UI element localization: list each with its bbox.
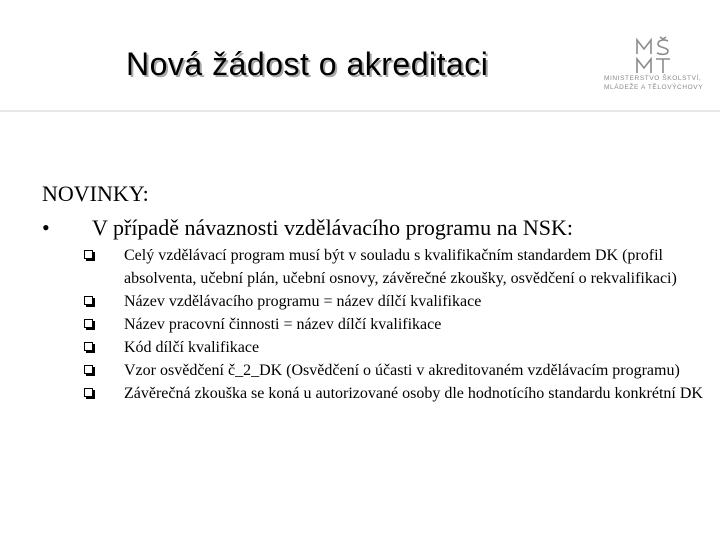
- checkbox-bullet-icon: [84, 342, 93, 351]
- list-item: [84, 336, 704, 359]
- logo-text-line2: MLÁDEŽE A TĚLOVÝCHOVY: [604, 84, 704, 91]
- list-item-text: Název vzdělávacího programu = název dílčí kvalifikace: [124, 293, 482, 310]
- msmt-logo-mark: [634, 36, 674, 76]
- msmt-logo: [604, 36, 704, 98]
- list-item-text: Název pracovní činnosti = název dílčí kvalifikace: [124, 316, 442, 333]
- list-item-text: Kód dílčí kvalifikace: [124, 339, 260, 356]
- list-item: [84, 359, 704, 382]
- list-item: [84, 382, 704, 405]
- bullet-dot: •: [42, 215, 50, 240]
- sub-bullet-list: [84, 244, 704, 405]
- section-label: NOVINKY:: [42, 181, 149, 206]
- list-item: [84, 290, 704, 313]
- list-item: [84, 244, 704, 290]
- main-bullet-text: V případě návaznosti vzdělávacího programu na NSK:: [92, 215, 574, 240]
- checkbox-bullet-icon: [84, 296, 93, 305]
- list-item-text: Celý vzdělávací program musí být v souladu s kvalifikačním standardem DK (profil absolventa, učební plán, učební osnovy, závěrečné zkoušky, osvědčení o rekvalifikaci): [124, 247, 677, 287]
- checkbox-bullet-icon: [84, 250, 93, 259]
- list-item: [84, 313, 704, 336]
- logo-text-line1: MINISTERSTVO ŠKOLSTVÍ,: [604, 75, 702, 82]
- list-item-text: Závěrečná zkouška se koná u autorizované osoby dle hodnotícího standardu konkrétní DK: [124, 385, 703, 402]
- checkbox-bullet-icon: [84, 365, 93, 374]
- title-divider: [0, 110, 720, 112]
- checkbox-bullet-icon: [84, 319, 93, 328]
- checkbox-bullet-icon: [84, 388, 93, 397]
- list-item-text: Vzor osvědčení č_2_DK (Osvědčení o účasti v akreditovaném vzdělávacím programu): [124, 362, 680, 379]
- slide-title: Nová žádost o akreditaci: [126, 46, 489, 82]
